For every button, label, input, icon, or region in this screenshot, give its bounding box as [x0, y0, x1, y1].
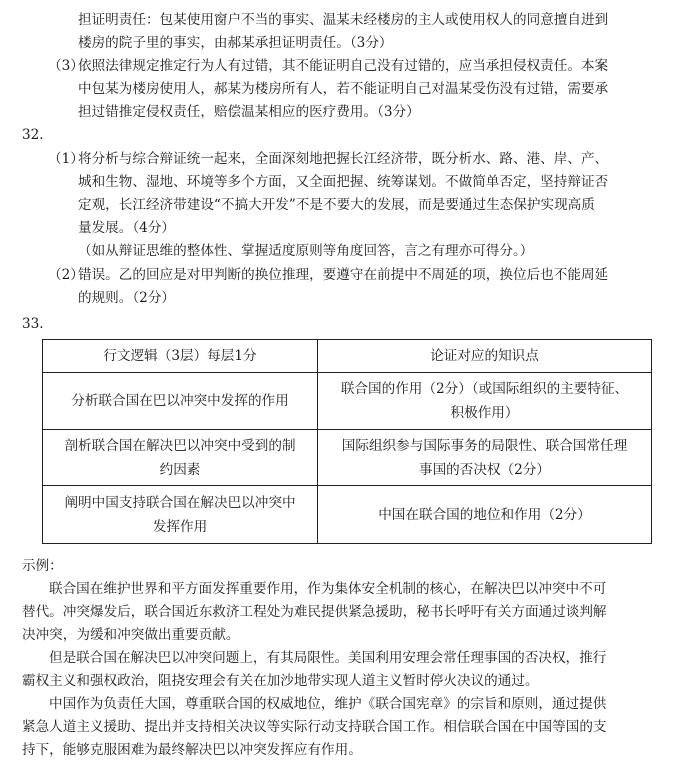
- text-line: 依照法律规定推定行为人有过错，其不能证明自己没有过错的，应当承担侵权责任。本案: [78, 58, 609, 74]
- table-cell: [43, 373, 318, 430]
- q32-item-2: [78, 264, 674, 310]
- example-line: 但是联合国在解决巴以冲突问题上，有其局限性。美国利用安理会常任理事国的否决权，推行: [49, 650, 607, 666]
- cell-line: 分析联合国在巴以冲突中发挥的作用: [71, 393, 289, 409]
- example-line: 持下，能够克服困难为最终解决巴以冲突发挥应有作用。: [22, 742, 362, 758]
- table-cell: [318, 486, 652, 544]
- cell-line: 约因素: [159, 461, 201, 478]
- q31-item-3-marker: （3）: [48, 58, 84, 74]
- table-row: [43, 373, 652, 430]
- q31-item-3: [78, 55, 674, 124]
- table-row: [43, 430, 652, 486]
- text-line: 量发展。（4分）: [78, 220, 176, 236]
- q32-item-2-marker: （2）: [48, 267, 84, 283]
- example-answer: [22, 555, 682, 762]
- example-line: 联合国在维护世界和平方面发挥重要作用，作为集体安全机制的核心，在解决巴以冲突中不可: [49, 581, 607, 597]
- example-label: 示例：: [22, 558, 63, 574]
- text-line: 楼房的院子里的事实，由郝某承担证明责任。（3分）: [78, 35, 393, 51]
- table-cell: [318, 373, 652, 430]
- table-cell: [43, 430, 318, 486]
- q32-number: 32.: [22, 127, 44, 143]
- text-line: 的规则。（2分）: [78, 290, 176, 306]
- example-line: 紧急人道主义援助、提出并支持相关决议等实际行动支持联合国工作。相信联合国在中国等国的支: [22, 719, 607, 735]
- q32-item-1-marker: （1）: [48, 151, 84, 167]
- example-line: 霸权主义和强权政治，阻挠安理会有关在加沙地带实现人道主义暂时停火决议的通过。: [22, 673, 539, 689]
- scoring-table: [42, 339, 652, 544]
- text-line: 中包某为楼房使用人，郝某为楼房所有人，若不能证明自己对温某受伤没有过错，需要承: [78, 81, 609, 97]
- text-line: 担证明责任：包某使用窗户不当的事实、温某未经楼房的主人或使用权人的同意擅自进到: [78, 12, 609, 28]
- table-cell: [318, 430, 652, 486]
- cell-line: 联合国的作用（2分）（或国际组织的主要特征、: [340, 381, 629, 397]
- text-line: 将分析与综合辩证统一起来，全面深刻地把握长江经济带，既分析水、路、港、岸、产、: [78, 151, 609, 167]
- cell-line: 剖析联合国在解决巴以冲突中受到的制: [64, 437, 296, 454]
- q33-number: 33.: [22, 316, 44, 332]
- cell-line: 积极作用）: [450, 405, 519, 421]
- table-header-cell: 论证对应的知识点: [318, 340, 652, 373]
- table-header-row: [43, 340, 652, 373]
- q32-item-1: [78, 148, 674, 263]
- table-header-cell: 行文逻辑（3层）每层1分: [43, 340, 318, 373]
- text-line: 定观，长江经济带建设“不搞大开发”不是不要大的发展，而是要通过生态保护实现高质: [78, 197, 595, 213]
- example-line: 替代。冲突爆发后，联合国近东救济工程处为难民提供紧急援助，秘书长呼吁有关方面通过谈判解: [22, 604, 607, 620]
- text-line: 错误。乙的回应是对甲判断的换位推理，要遵守在前提中不周延的项，换位后也不能周延: [78, 267, 609, 283]
- cell-line: 中国在联合国的地位和作用（2分）: [378, 506, 591, 523]
- text-line: （如从辩证思维的整体性、掌握适度原则等角度回答，言之有理亦可得分。）: [78, 243, 534, 259]
- table-cell: [43, 486, 318, 544]
- text-line: 城和生物、湿地、环境等多个方面，又全面把握、统筹谋划。不做简单否定，坚持辩证否: [78, 174, 609, 190]
- cell-line: 国际组织参与国际事务的局限性、联合国常任理: [341, 437, 628, 454]
- q31-continuation: [78, 9, 674, 55]
- cell-line: 阐明中国支持联合国在解决巴以冲突中: [64, 494, 296, 511]
- table-row: [43, 486, 652, 544]
- cell-line: 发挥作用: [152, 518, 208, 535]
- example-line: 中国作为负责任大国，尊重联合国的权威地位，维护《联合国宪章》的宗旨和原则，通过提供: [49, 696, 607, 712]
- text-line: 担过错推定侵权责任，赔偿温某相应的医疗费用。（3分）: [78, 104, 420, 120]
- example-line: 决冲突，为缓和冲突做出重要贡献。: [22, 627, 240, 643]
- cell-line: 事国的否决权（2分）: [419, 461, 550, 478]
